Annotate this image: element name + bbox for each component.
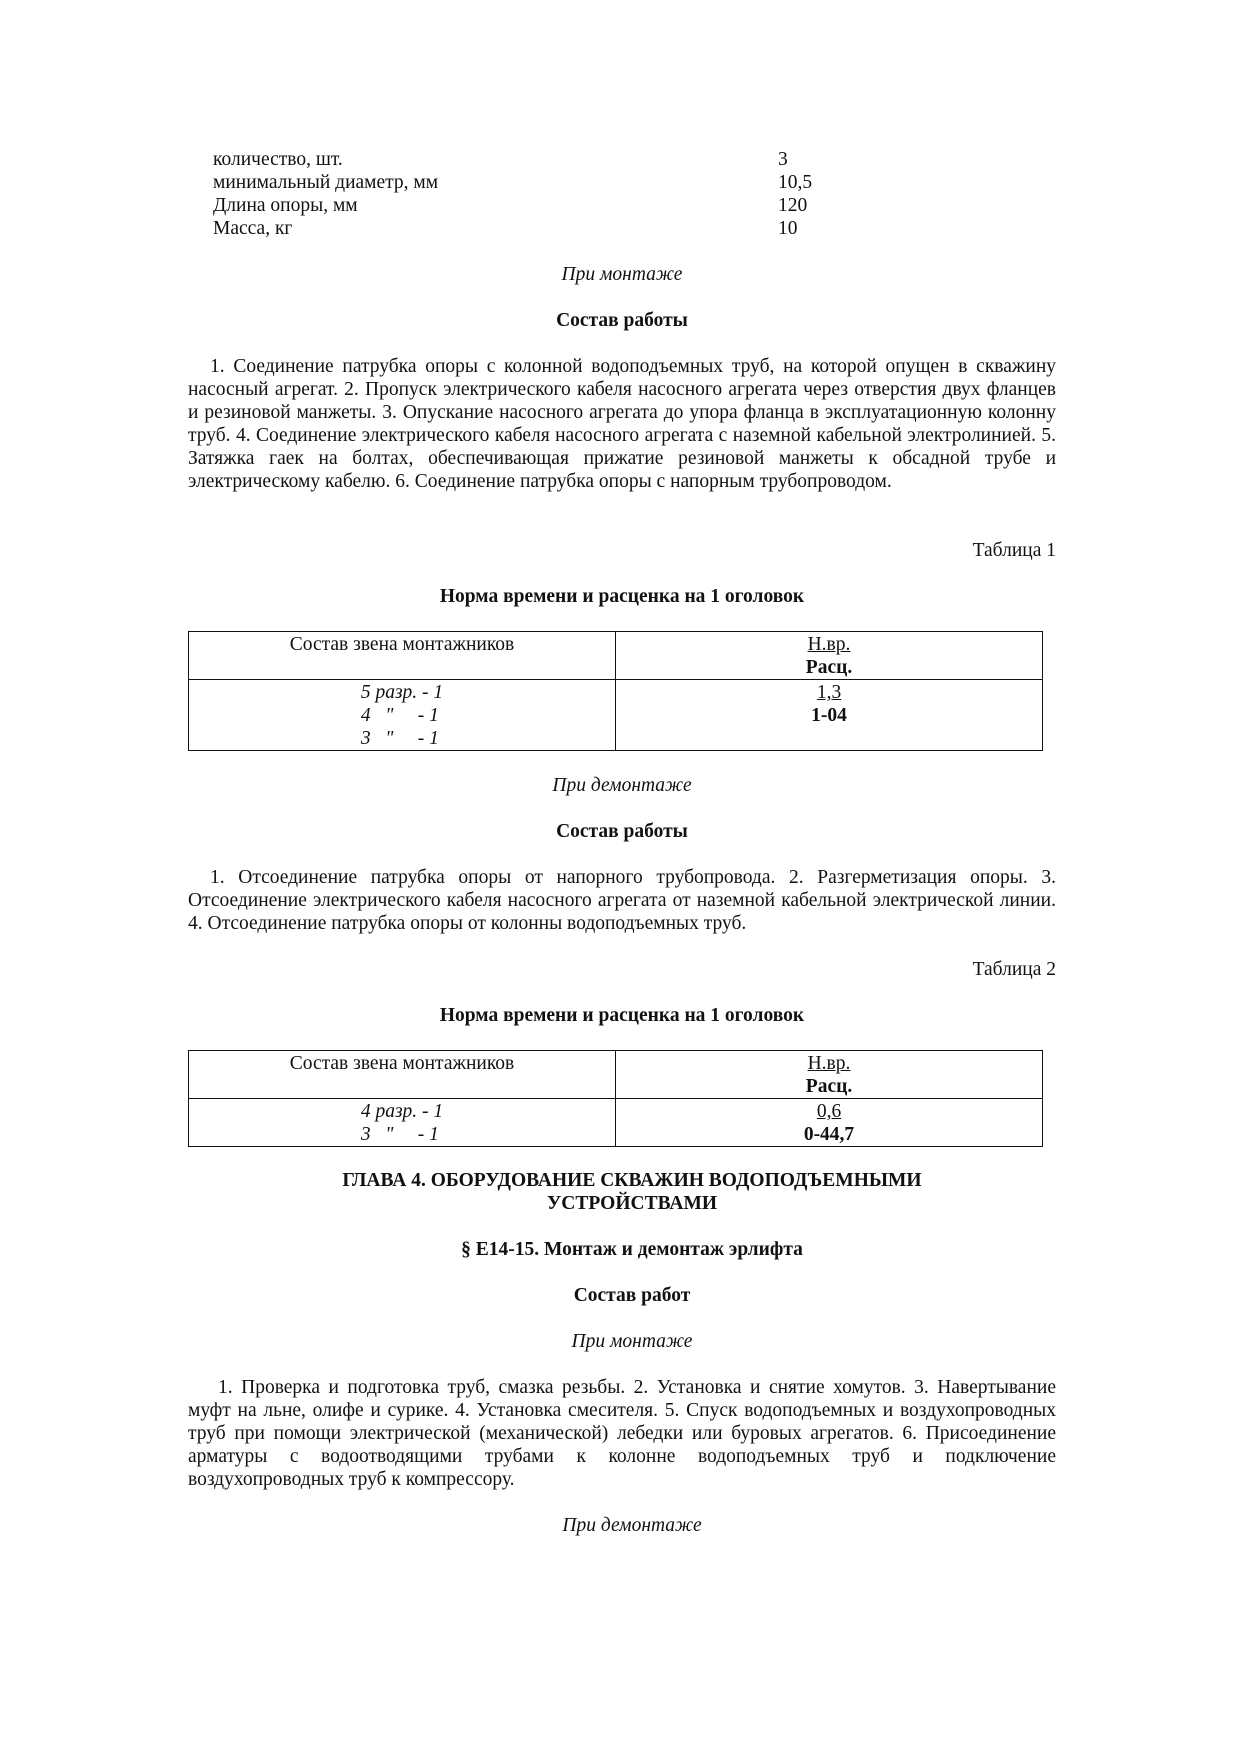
document-page [188,148,1056,1537]
airlift-mount-text: 1. Проверка и подготовка труб, смазка резьбы. 2. Установка и снятие хомутов. 3. Навертывание муфт на льне, олифе и сурике. 4. Установка смесителя. 5. Спуск водоподъемных и воздухопроводных труб при помощи электрической (механической) лебедки или буровых агрегатов. 6. Присоединение арматуры с водоотводящими трубами к колонне водоподъемных труб и подключение воздухопроводных труб к компрессору. [188,1377,1056,1490]
table-title: Норма времени и расценка на 1 оголовок [439,586,805,607]
header-crew: Состав звена монтажников [189,632,616,680]
crew-line: 4 " - 1 [360,705,439,726]
spec-list [213,148,1056,240]
norm-table-1 [188,631,1043,751]
work-heading: Состав работы [556,310,688,331]
rate-value: 0-44,7 [803,1124,855,1145]
table-label: Таблица 2 [972,959,1056,980]
spec-label: минимальный диаметр, мм [213,172,439,193]
crew-line: 4 разр. - 1 [360,1101,444,1122]
crew-line: 3 " - 1 [360,728,439,749]
spec-value: 120 [778,195,808,216]
rate-value: 1-04 [811,705,847,726]
spec-label: количество, шт. [213,149,343,170]
table-header-row [189,632,1043,680]
dismount-subtitle: При демонтаже [552,775,692,796]
mount-subtitle: При монтаже [561,264,683,285]
header-norm-label: Н.вр. [807,1053,851,1074]
spec-value: 10,5 [778,172,813,193]
crew-cell [189,680,616,751]
work-heading: Состав работы [556,821,688,842]
header-norm [616,632,1043,680]
spec-row [213,217,1056,240]
table-label: Таблица 1 [972,540,1056,561]
dismount-subtitle: При демонтаже [562,1515,702,1536]
crew-line: 5 разр. - 1 [360,682,444,703]
spec-value: 10 [778,218,798,239]
spec-value: 3 [778,149,788,170]
norm-value: 0,6 [816,1101,842,1122]
chapter-title [188,1169,1056,1215]
section-title: § Е14-15. Монтаж и демонтаж эрлифта [461,1239,803,1260]
norm-table-2 [188,1050,1043,1147]
spec-label: Масса, кг [213,218,293,239]
dismount-work-text: 1. Отсоединение патрубка опоры от напорного трубопровода. 2. Разгерметизация опоры. 3. Отсоединение электрического кабеля насосного агрегата от наземной кабельной электрической линии. 4. Отсоединение патрубка опоры от колонны водоподъемных труб. [188,867,1056,934]
norm-cell [616,1099,1043,1147]
spec-row [213,148,1056,171]
header-rate-label: Расц. [805,657,853,678]
norm-cell [616,680,1043,751]
mount-work-text: 1. Соединение патрубка опоры с колонной водоподъемных труб, на которой опущен в скважину насосный агрегат. 2. Пропуск электрического кабеля насосного агрегата через отверстия двух фланцев и резиновой манжеты. 3. Опускание насосного агрегата до упора фланца в эксплуатационную колонну труб. 4. Соединение электрического кабеля насосного агрегата с наземной кабельной электролинией. 5. Затяжка гаек на болтах, обеспечивающая прижатие резиновой манжеты к обсадной трубе и электрическому кабелю. 6. Соединение патрубка опоры с напорным трубопроводом. [188,356,1056,492]
table-row [189,1099,1043,1147]
chapter-title-line: УСТРОЙСТВАМИ [546,1193,718,1214]
table-title: Норма времени и расценка на 1 оголовок [439,1005,805,1026]
crew-line: 3 " - 1 [360,1124,439,1145]
crew-cell [189,1099,616,1147]
mount-subtitle: При монтаже [571,1331,693,1352]
spec-row [213,194,1056,217]
works-heading: Состав работ [573,1285,691,1306]
norm-value: 1,3 [816,682,842,703]
header-crew: Состав звена монтажников [189,1051,616,1099]
chapter-title-line: ГЛАВА 4. ОБОРУДОВАНИЕ СКВАЖИН ВОДОПОДЪЕМНЫМИ [342,1170,922,1191]
header-norm-label: Н.вр. [807,634,851,655]
header-norm [616,1051,1043,1099]
spec-label: Длина опоры, мм [213,195,358,216]
header-rate-label: Расц. [805,1076,853,1097]
table-header-row [189,1051,1043,1099]
spec-row [213,171,1056,194]
table-row [189,680,1043,751]
